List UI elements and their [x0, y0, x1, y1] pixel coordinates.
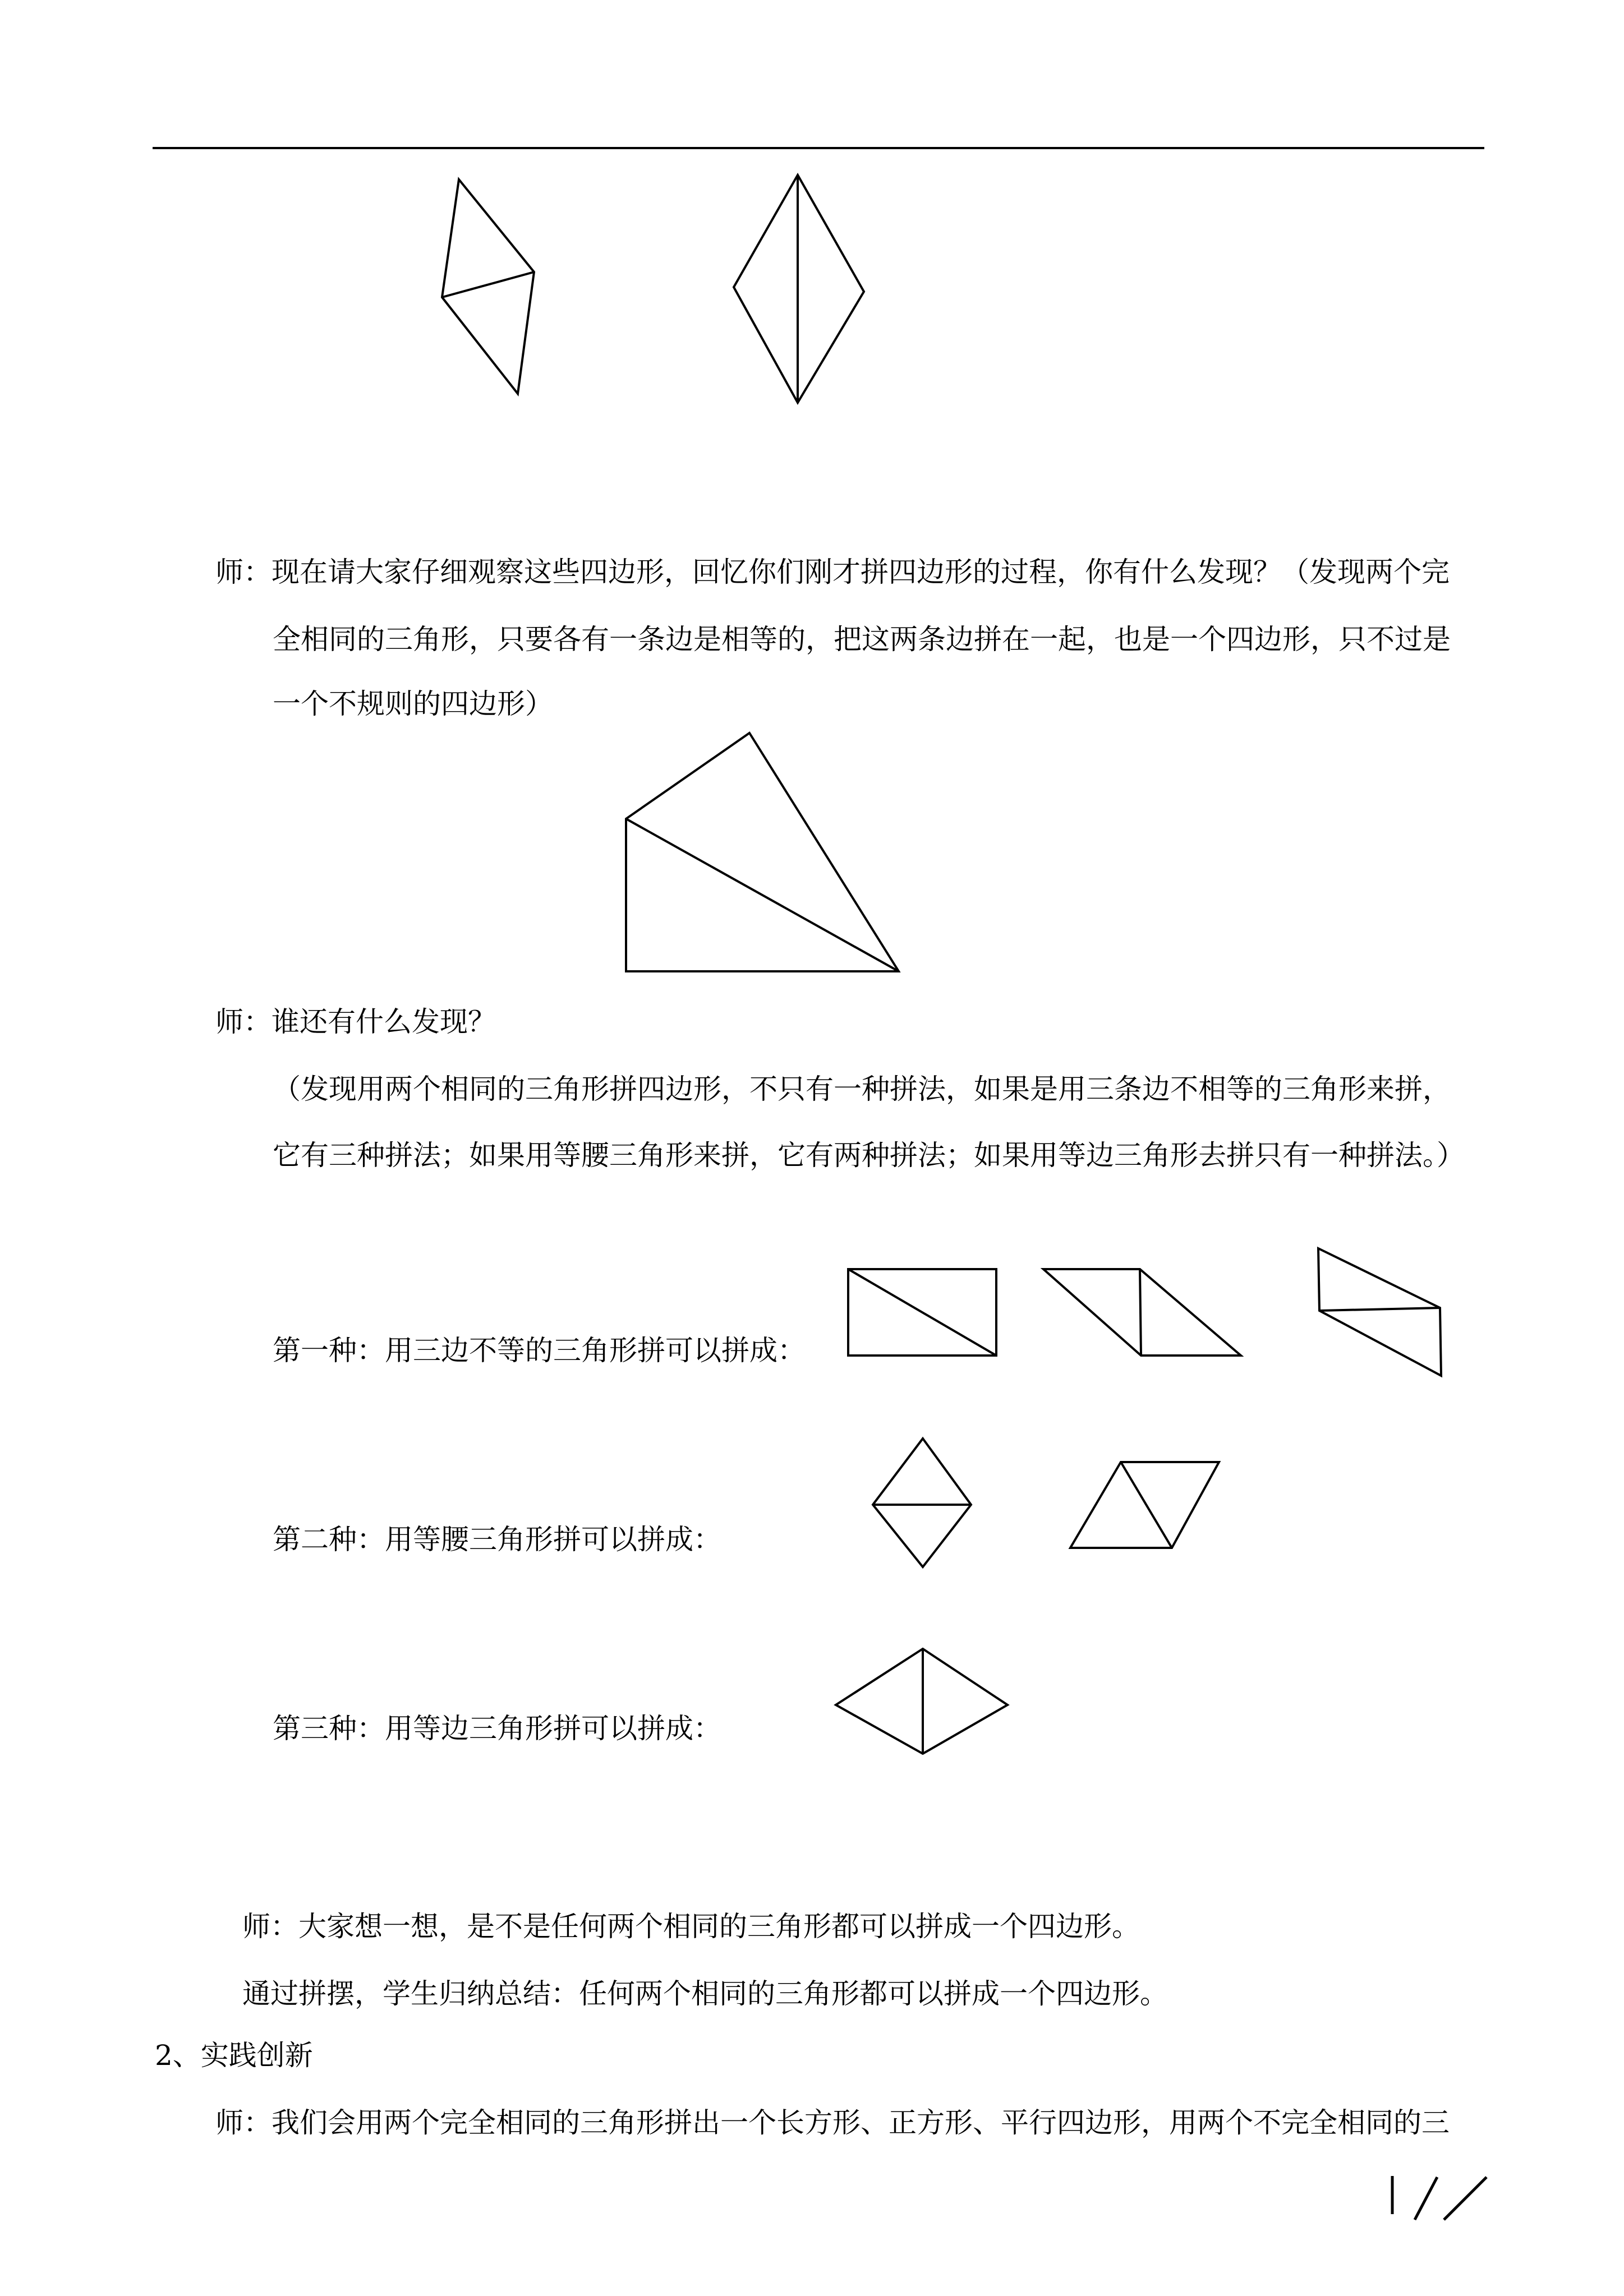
paragraph-6: 师：我们会用两个完全相同的三角形拼出一个长方形、正方形、平行四边形，用两个不完全相同的三 — [215, 2106, 1450, 2139]
paragraph-4: 师：大家想一想，是不是任何两个相同的三角形都可以拼成一个四边形。 — [242, 1910, 1140, 1943]
case-1-label: 第一种：用三边不等的三角形拼可以拼成： — [273, 1334, 806, 1367]
paragraph-2: 师：谁还有什么发现？ — [215, 1006, 496, 1038]
case-2-label: 第二种：用等腰三角形拼可以拼成： — [273, 1523, 721, 1556]
case-3-label: 第三种：用等边三角形拼可以拼成： — [273, 1712, 721, 1745]
paragraph-1-line-2: 全相同的三角形，只要各有一条边是相等的，把这两条边拼在一起，也是一个四边形，只不过是 — [273, 623, 1451, 656]
paragraph-1-line-3: 一个不规则的四边形） — [273, 688, 553, 720]
paragraph-3-line-1: （发现用两个相同的三角形拼四边形，不只有一种拼法，如果是用三条边不相等的三角形来拼， — [273, 1073, 1451, 1105]
section-2-heading: 2、实践创新 — [155, 2039, 313, 2072]
paragraph-3-line-2: 它有三种拼法；如果用等腰三角形来拼，它有两种拼法；如果用等边三角形去拼只有一种拼法。） — [273, 1139, 1465, 1172]
paragraph-5: 通过拼摆，学生归纳总结：任何两个相同的三角形都可以拼成一个四边形。 — [242, 1977, 1168, 2010]
paragraph-1-line-1: 师：现在请大家仔细观察这些四边形，回忆你们刚才拼四边形的过程，你有什么发现？（发现两个完 — [215, 556, 1450, 588]
